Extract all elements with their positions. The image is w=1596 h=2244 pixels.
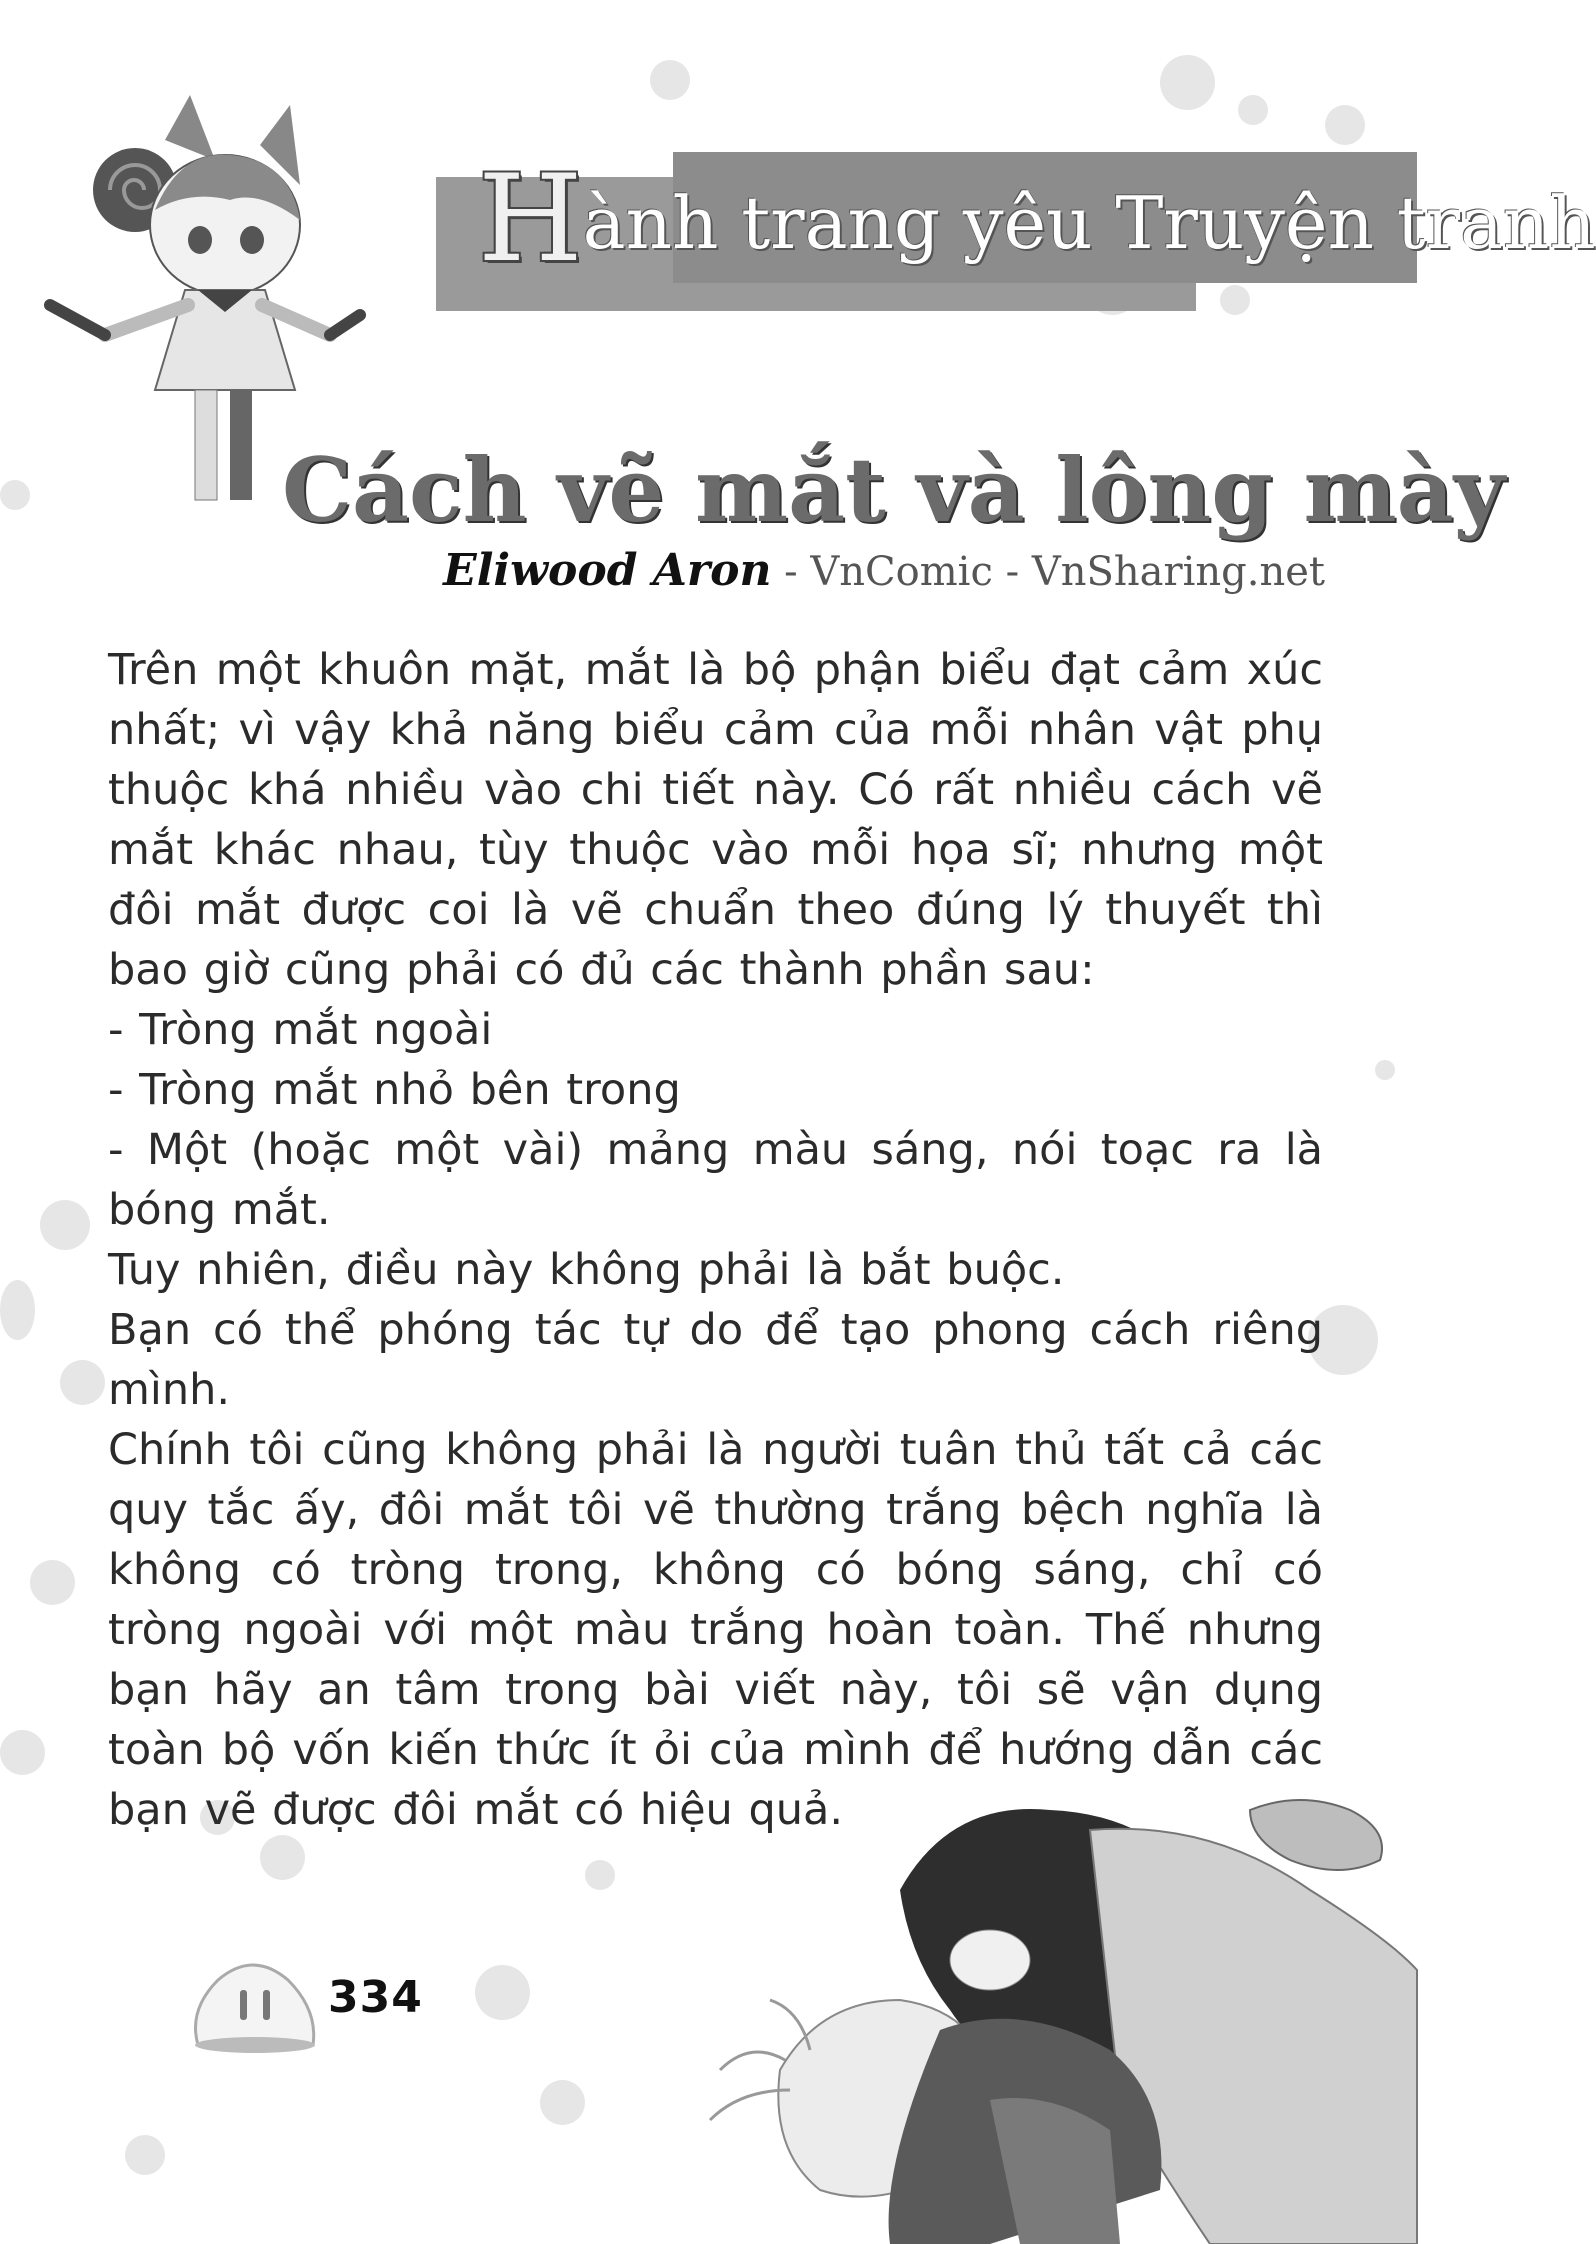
body-paragraph-author-note: Chính tôi cũng không phải là người tuân thủ tất cả các quy tắc ấy, đôi mắt tôi vẽ thường trắng bệch nghĩa là không có tròng trong, không có bóng sáng, chỉ có tròng ngoài với một màu trắng hoàn toàn. Thế nhưng bạn hãy an tâm trong bài viết này, tôi sẽ vận dụng toàn bộ vốn kiến thức ít ỏi của mình để hướng dẫn các bạn vẽ được đôi mắt có hiệu quả. bbox=[108, 1425, 1323, 1835]
page-number: 334 bbox=[328, 1972, 423, 2023]
article-body bbox=[108, 640, 1323, 1840]
byline-separator-1: - bbox=[771, 549, 811, 595]
body-list-item-inner-pupil: - Tròng mắt nhỏ bên trong bbox=[108, 1065, 681, 1115]
body-paragraph-own-style: Bạn có thể phóng tác tự do để tạo phong cách riêng mình. bbox=[108, 1305, 1323, 1415]
byline-author: Eliwood Aron bbox=[443, 545, 772, 596]
section-header bbox=[478, 150, 1596, 290]
embracing-couple-illustration bbox=[690, 1770, 1417, 2244]
body-list-item-highlight: - Một (hoặc một vài) mảng màu sáng, nói toạc ra là bóng mắt. bbox=[108, 1125, 1323, 1235]
section-header-initial: H bbox=[478, 150, 583, 289]
article-title: Cách vẽ mắt và lông mày bbox=[282, 438, 1505, 542]
body-paragraph-intro: Trên một khuôn mặt, mắt là bộ phận biểu đạt cảm xúc nhất; vì vậy khả năng biểu cảm của mỗi nhân vật phụ thuộc khá nhiều vào chi tiết này. Có rất nhiều cách vẽ mắt khác nhau, tùy thuộc vào mỗi họa sĩ; nhưng một đôi mắt được coi là vẽ chuẩn theo đúng lý thuyết thì bao giờ cũng phải có đủ các thành phần sau: bbox=[108, 645, 1323, 995]
section-header-text: ành trang yêu Truyện tranh bbox=[582, 181, 1596, 265]
byline-source-2: VnSharing.net bbox=[1031, 549, 1325, 595]
slime-mascot-icon bbox=[188, 1955, 323, 2055]
body-list-item-outer-iris: - Tròng mắt ngoài bbox=[108, 1005, 493, 1055]
byline bbox=[443, 545, 1325, 596]
byline-separator-2: - bbox=[992, 549, 1032, 595]
byline-source-1: VnComic bbox=[810, 549, 993, 595]
body-paragraph-not-required: Tuy nhiên, điều này không phải là bắt buộc. bbox=[108, 1245, 1065, 1295]
